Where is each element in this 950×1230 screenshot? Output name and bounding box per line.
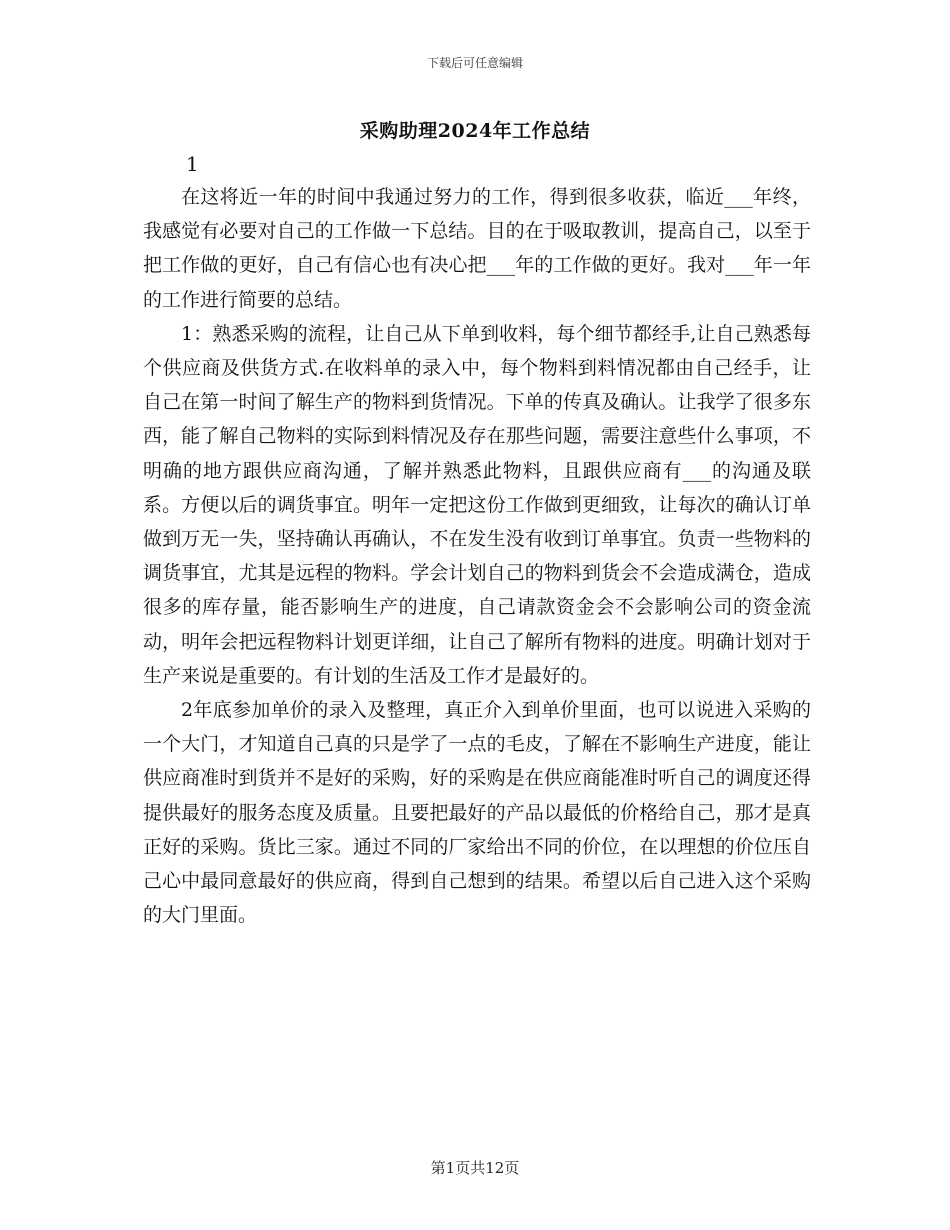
paragraph-point-1: 1：熟悉采购的流程，让自己从下单到收料，每个细节都经手,让自己熟悉每个供应商及供货方式.在收料单的录入中，每个物料到料情况都由自己经手，让自己在第一时间了解生产的物料到货情况。下单的传真及确认。让我学了很多东西，能了解自己物料的实际到料情况及存在那些问题，需要注意些什么事项，不明确的地方跟供应商沟通，了解并熟悉此物料，且跟供应商有___的沟通及联系。方便以后的调货事宜。明年一定把这份工作做到更细致，让每次的确认订单做到万无一失，坚持确认再确认，不在发生没有收到订单事宜。负责一些物料的调货事宜，尤其是远程的物料。学会计划自己的物料到货会不会造成满仓，造成很多的库存量，能否影响生产的进度，自己请款资金会不会影响公司的资金流动，明年会把远程物料计划更详细，让自己了解所有物料的进度。明确计划对于生产来说是重要的。有计划的生活及工作才是最好的。 bbox=[143, 322, 811, 687]
section-number: 1 bbox=[186, 152, 199, 176]
header-note: 下载后可任意编辑 bbox=[426, 56, 523, 70]
page-indicator: 第1页共12页 bbox=[430, 1159, 520, 1177]
paragraph-point-2: 2年底参加单价的录入及整理，真正介入到单价里面，也可以说进入采购的一个大门，才知道自己真的只是学了一点的毛皮，了解在不影响生产进度，能让供应商准时到货并不是好的采购，好的采购是在供应商能准时听自己的调度还得提供最好的服务态度及质量。且要把最好的产品以最低的价格给自己，那才是真正好的采购。货比三家。通过不同的厂家给出不同的价位，在以理想的价位压自己心中最同意最好的供应商，得到自己想到的结果。希望以后自己进入这个采购的大门里面。 bbox=[143, 699, 811, 927]
paragraph-intro: 在这将近一年的时间中我通过努力的工作，得到很多收获，临近___年终，我感觉有必要对自己的工作做一下总结。目的在于吸取教训，提高自己，以至于把工作做的更好，自己有信心也有决心把___年的工作做的更好。我对___年一年的工作进行简要的总结。 bbox=[143, 186, 811, 311]
document-title: 采购助理2024年工作总结 bbox=[359, 120, 591, 142]
document-body bbox=[143, 180, 811, 932]
